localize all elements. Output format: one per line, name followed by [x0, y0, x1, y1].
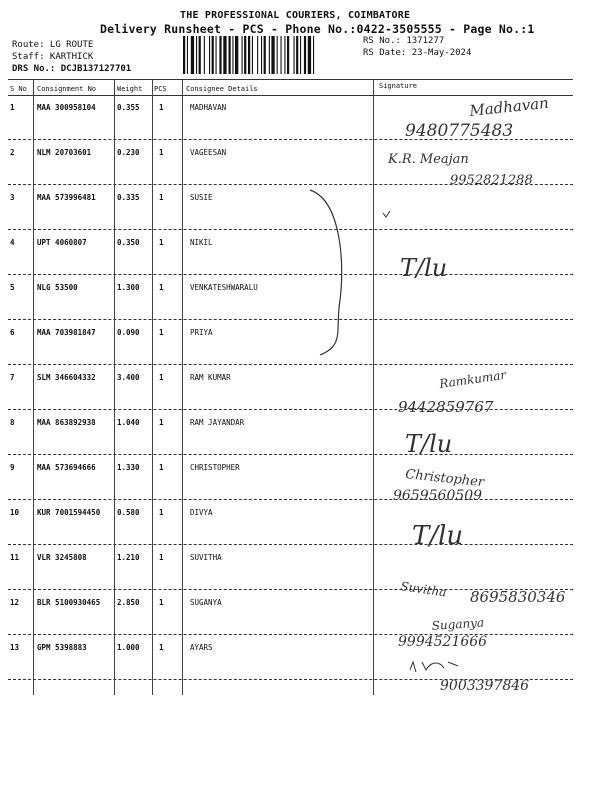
row-pcs: 1 [159, 643, 164, 652]
row-consignee: MADHAVAN [190, 103, 227, 112]
row-consignment: MAA 703981847 [37, 328, 96, 337]
row-consignee: CHRISTOPHER [190, 463, 240, 472]
col-header-sno: S No [10, 85, 27, 93]
row-separator [8, 499, 573, 500]
signature-text: T/lu [400, 254, 448, 282]
row-sno: 7 [10, 373, 15, 382]
row-separator [8, 274, 573, 275]
barcode-bar [223, 36, 226, 74]
row-consignee: PRIYA [190, 328, 213, 337]
barcode-bar [216, 36, 217, 74]
barcode-bar [196, 36, 197, 74]
row-pcs: 1 [159, 283, 164, 292]
row-consignee: DIVYA [190, 508, 213, 517]
signature-text: T/lu [412, 521, 464, 551]
col-divider [182, 80, 183, 695]
row-weight: 1.210 [117, 553, 140, 562]
row-separator [8, 454, 573, 455]
row-pcs: 1 [159, 328, 164, 337]
signature-text: Ramkumar [438, 367, 507, 391]
row-consignee: NIKIL [190, 238, 213, 247]
row-weight: 1.300 [117, 283, 140, 292]
row-sno: 1 [10, 103, 15, 112]
barcode-bar [271, 36, 274, 74]
barcode-bar [229, 36, 231, 74]
row-weight: 2.850 [117, 598, 140, 607]
row-pcs: 1 [159, 463, 164, 472]
row-consignment: MAA 573996481 [37, 193, 96, 202]
row-weight: 0.335 [117, 193, 140, 202]
row-weight: 3.400 [117, 373, 140, 382]
barcode-bar [187, 36, 188, 74]
row-sno: 12 [10, 598, 20, 607]
pen-squiggle-mark [410, 662, 458, 672]
row-consignee: SUGANYA [190, 598, 222, 607]
row-consignment: MAA 573694666 [37, 463, 96, 472]
row-consignment: NLM 20703601 [37, 148, 92, 157]
row-pcs: 1 [159, 193, 164, 202]
barcode-bar [264, 36, 266, 74]
rs-date: RS Date: 23-May-2024 [363, 48, 472, 58]
row-separator [8, 229, 573, 230]
barcode-bar [257, 36, 258, 74]
rs-number: RS No.: 1371277 [363, 36, 445, 46]
row-consignment: KUR 7001594450 [37, 508, 101, 517]
barcode-bar [244, 36, 246, 74]
row-weight: 1.000 [117, 643, 140, 652]
barcode-bar [209, 36, 210, 74]
row-pcs: 1 [159, 418, 164, 427]
row-consignment: BLR 5100930465 [37, 598, 101, 607]
row-pcs: 1 [159, 238, 164, 247]
barcode-bar [308, 36, 311, 74]
barcode-bar [294, 36, 295, 74]
row-consignee: RAM JAYANDAR [190, 418, 245, 427]
col-divider [114, 80, 115, 695]
barcode-bar [313, 36, 314, 74]
barcode-bar [304, 36, 306, 74]
row-pcs: 1 [159, 508, 164, 517]
barcode-bar [199, 36, 201, 74]
barcode-bar [287, 36, 289, 74]
col-divider [33, 80, 34, 695]
barcode-bar [300, 36, 301, 74]
row-separator [8, 589, 573, 590]
signature-text: Suganya [431, 615, 485, 633]
row-pcs: 1 [159, 103, 164, 112]
col-header-signature: Signature [379, 82, 417, 90]
col-header-weight: Weight [117, 85, 143, 93]
row-consignment: SLM 346604332 [37, 373, 96, 382]
barcode-bar [248, 36, 250, 74]
row-consignment: MAA 863892938 [37, 418, 96, 427]
barcode-bar [242, 36, 243, 74]
signature-text: T/lu [405, 430, 453, 458]
col-divider [152, 80, 153, 695]
company-name: THE PROFESSIONAL COURIERS, COIMBATORE [180, 10, 411, 21]
barcode-bar [219, 36, 221, 74]
row-sno: 11 [10, 553, 20, 562]
drs-number: DRS No.: DCJB137127701 [12, 64, 132, 74]
barcode-bar [296, 36, 298, 74]
signature-text: K.R. Meajan [388, 152, 469, 167]
pen-stroke-mark [310, 190, 342, 355]
row-weight: 0.355 [117, 103, 140, 112]
row-consignment: UPT 4060807 [37, 238, 87, 247]
col-divider [373, 80, 374, 695]
row-pcs: 1 [159, 553, 164, 562]
row-consignment: MAA 300958104 [37, 103, 96, 112]
signature-text: Christopher [404, 467, 485, 491]
barcode-bar [191, 36, 194, 74]
row-weight: 0.230 [117, 148, 140, 157]
runsheet-title: Delivery Runsheet - PCS - Phone No.:0422-3505555 - Page No.:1 [100, 22, 535, 36]
barcode-bar [183, 36, 185, 74]
col-header-consignee: Consignee Details [186, 85, 258, 93]
barcode-bar [277, 36, 278, 74]
row-sno: 2 [10, 148, 15, 157]
row-consignee: VENKATESHWARALU [190, 283, 258, 292]
row-sno: 3 [10, 193, 15, 202]
signature-text: 9480775483 [405, 121, 514, 141]
barcode-bar [235, 36, 238, 74]
row-weight: 1.330 [117, 463, 140, 472]
row-separator [8, 634, 573, 635]
row-sno: 5 [10, 283, 15, 292]
row-pcs: 1 [159, 373, 164, 382]
barcode-bar [204, 36, 205, 74]
row-pcs: 1 [159, 598, 164, 607]
row-consignee: SUVITHA [190, 553, 222, 562]
table-header-rule [8, 95, 573, 96]
row-weight: 1.040 [117, 418, 140, 427]
barcode-bar [212, 36, 214, 74]
row-separator [8, 364, 573, 365]
row-consignment: GPM 5398883 [37, 643, 87, 652]
row-sno: 4 [10, 238, 15, 247]
row-separator [8, 139, 573, 140]
row-consignee: SUSIE [190, 193, 213, 202]
row-consignment: NLG 53500 [37, 283, 78, 292]
row-separator [8, 409, 573, 410]
signature-text: 9994521666 [398, 634, 488, 650]
row-pcs: 1 [159, 148, 164, 157]
row-consignee: VAGEESAN [190, 148, 227, 157]
row-consignment: VLR 3245808 [37, 553, 87, 562]
signature-text: 9003397846 [440, 678, 530, 694]
barcode-bar [284, 36, 285, 74]
barcode-bar [281, 36, 282, 74]
signature-text: Suvitha [399, 579, 448, 600]
row-separator [8, 319, 573, 320]
row-separator [8, 679, 573, 680]
signature-text: 9952821288 [450, 173, 533, 188]
row-consignee: RAM KUMAR [190, 373, 231, 382]
signature-text: 9442859767 [398, 398, 494, 416]
row-sno: 13 [10, 643, 20, 652]
col-header-consignment: Consignment No [37, 85, 97, 93]
staff-label: Staff: KARTHICK [12, 52, 94, 62]
row-consignee: AYARS [190, 643, 213, 652]
row-separator [8, 544, 573, 545]
row-weight: 0.090 [117, 328, 140, 337]
barcode-bar [269, 36, 270, 74]
signature-text: 9659560509 [393, 488, 483, 504]
signature-text: Madhavan [468, 93, 550, 120]
row-sno: 9 [10, 463, 15, 472]
barcode-bar [232, 36, 233, 74]
row-sno: 8 [10, 418, 15, 427]
pen-tick-mark [383, 211, 390, 217]
barcode-bar [252, 36, 253, 74]
row-weight: 0.580 [117, 508, 140, 517]
col-header-pcs: PCS [154, 85, 167, 93]
signature-text: 8695830346 [470, 588, 566, 606]
table-top-rule [8, 79, 573, 80]
row-sno: 10 [10, 508, 20, 517]
row-weight: 0.350 [117, 238, 140, 247]
route-label: Route: LG ROUTE [12, 40, 94, 50]
barcode-image [183, 36, 358, 74]
row-sno: 6 [10, 328, 15, 337]
row-separator [8, 184, 573, 185]
barcode-bar [261, 36, 262, 74]
